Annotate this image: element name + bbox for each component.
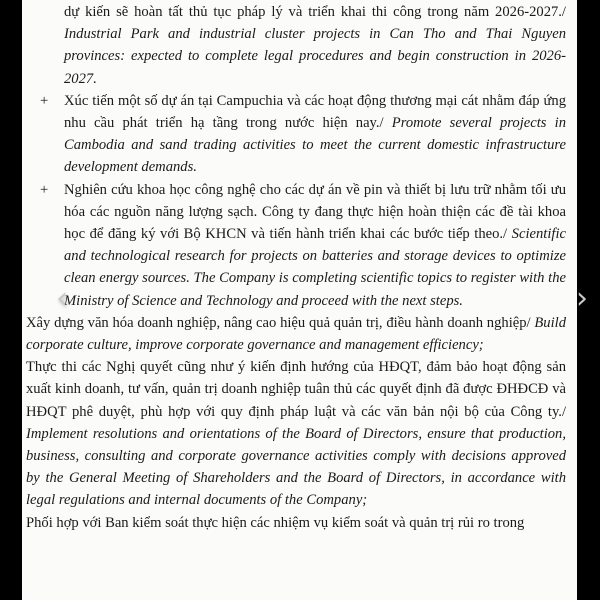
chevron-left-icon[interactable]: ‹ [56,281,68,316]
bullet-text-vi: Xúc tiến một số dự án tại Campuchia và các hoạt động thương mại cát nhằm đáp ứng nhu cầu phát triển hạ tầng trong nước hiện nay./ [64,92,566,132]
document-page [22,0,588,600]
bullet-item-battery-research [26,179,566,316]
paragraph-text-vi: Thực thi các Nghị quyết cũng như ý kiến định hướng của HĐQT, đảm bảo hoạt động sản xuất kinh doanh, tư vấn, quản trị doanh nghiệp tuân thủ các quyết định đã được ĐHĐCĐ và HĐQT phê duyệt, phù hợp với quy định pháp luật và các văn bản nội bộ của Công ty./ [26,359,566,420]
paragraph-text-vi: Phối hợp với Ban kiểm soát thực hiện các nhiệm vụ kiểm soát và quản trị rủi ro trong [26,514,525,531]
bullet-marker: + [40,181,49,198]
paragraph-text-en: Build corporate culture, improve corporate governance and management efficiency; [26,314,566,354]
bullet-text-en: Promote several projects in Cambodia and sand trading activities to meet the current domestic infrastructure development demands. [64,115,566,176]
document-content [26,1,566,534]
bullet-marker: + [40,92,49,109]
paragraph-corporate-culture [26,312,566,356]
bullet-item-industrial-parks [26,1,566,90]
bullet-text-vi: dự kiến sẽ hoàn tất thủ tục pháp lý và triển khai thi công trong năm 2026-2027./ [64,4,566,20]
paragraph-supervisory-board [26,512,566,534]
paragraph-text-vi: Xây dựng văn hóa doanh nghiệp, nâng cao hiệu quả quản trị, điều hành doanh nghiệp/ [26,314,531,331]
chevron-right-icon[interactable]: › [576,281,588,316]
paragraph-text-en: Implement resolutions and orientations of the Board of Directors, ensure that production, business, consulting and corporate governance activities comply with decisions approved by the General Meeting of Shareholders and the Board of Directors, in accordance with legal regulations and internal documents of the Company; [26,425,566,509]
bullet-text-en: Scientific and technological research for projects on batteries and storage devices to optimize clean energy sources. The Company is completing scientific topics to register with the Ministry of Science and Technology and proceed with the next steps. [64,226,566,309]
paragraph-resolutions [26,356,566,511]
bullet-item-cambodia [26,90,566,179]
bullet-text-en: Industrial Park and industrial cluster projects in Can Tho and Thai Nguyen provinces: expected to complete legal procedures and begin construction in 2026-2027. [64,26,566,87]
bullet-text-vi: Nghiên cứu khoa học công nghệ cho các dự án về pin và thiết bị lưu trữ nhằm tối ưu hóa các nguồn năng lượng sạch. Công ty đang thực hiện hoàn thiện các đề tài khoa học để đăng ký với Bộ KHCN và tiến hành triển khai các bước tiếp theo./ [64,181,566,243]
